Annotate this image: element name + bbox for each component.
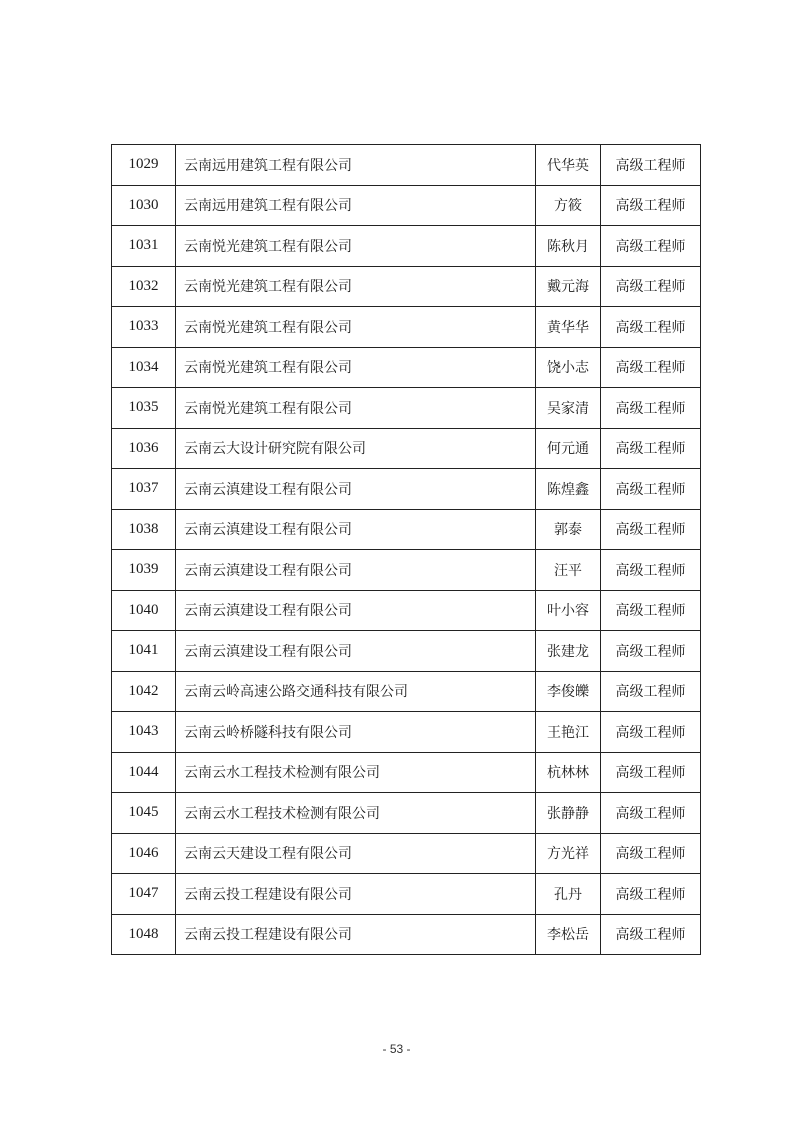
job-title-cell: 高级工程师	[601, 509, 701, 550]
company-cell: 云南悦光建筑工程有限公司	[176, 226, 536, 267]
job-title-cell: 高级工程师	[601, 631, 701, 672]
job-title-cell: 高级工程师	[601, 752, 701, 793]
page-number: - 53 -	[382, 1042, 411, 1056]
row-number-cell: 1045	[112, 793, 176, 834]
company-cell: 云南云大设计研究院有限公司	[176, 428, 536, 469]
row-number-cell: 1031	[112, 226, 176, 267]
table-row	[112, 509, 701, 550]
company-cell: 云南远用建筑工程有限公司	[176, 145, 536, 186]
person-name-cell: 陈秋月	[536, 226, 601, 267]
table-row	[112, 388, 701, 429]
company-cell: 云南云水工程技术检测有限公司	[176, 793, 536, 834]
table-row	[112, 266, 701, 307]
row-number-cell: 1034	[112, 347, 176, 388]
table-row	[112, 631, 701, 672]
company-cell: 云南云滇建设工程有限公司	[176, 590, 536, 631]
table-row	[112, 712, 701, 753]
job-title-cell: 高级工程师	[601, 388, 701, 429]
row-number-cell: 1032	[112, 266, 176, 307]
company-cell: 云南远用建筑工程有限公司	[176, 185, 536, 226]
person-name-cell: 戴元海	[536, 266, 601, 307]
person-name-cell: 何元通	[536, 428, 601, 469]
row-number-cell: 1037	[112, 469, 176, 510]
table-row	[112, 145, 701, 186]
company-cell: 云南悦光建筑工程有限公司	[176, 388, 536, 429]
table-row	[112, 307, 701, 348]
company-cell: 云南悦光建筑工程有限公司	[176, 266, 536, 307]
company-cell: 云南云岭桥隧科技有限公司	[176, 712, 536, 753]
row-number-cell: 1047	[112, 874, 176, 915]
person-name-cell: 吴家清	[536, 388, 601, 429]
job-title-cell: 高级工程师	[601, 307, 701, 348]
row-number-cell: 1042	[112, 671, 176, 712]
person-name-cell: 王艳江	[536, 712, 601, 753]
person-name-cell: 黄华华	[536, 307, 601, 348]
row-number-cell: 1044	[112, 752, 176, 793]
person-name-cell: 方光祥	[536, 833, 601, 874]
job-title-cell: 高级工程师	[601, 226, 701, 267]
company-cell: 云南悦光建筑工程有限公司	[176, 307, 536, 348]
job-title-cell: 高级工程师	[601, 550, 701, 591]
table-row	[112, 347, 701, 388]
company-cell: 云南云滇建设工程有限公司	[176, 550, 536, 591]
job-title-cell: 高级工程师	[601, 914, 701, 955]
company-cell: 云南云水工程技术检测有限公司	[176, 752, 536, 793]
row-number-cell: 1039	[112, 550, 176, 591]
person-name-cell: 郭泰	[536, 509, 601, 550]
table-row	[112, 226, 701, 267]
person-name-cell: 汪平	[536, 550, 601, 591]
table-row	[112, 752, 701, 793]
job-title-cell: 高级工程师	[601, 428, 701, 469]
person-name-cell: 张静静	[536, 793, 601, 834]
person-name-cell: 陈煌鑫	[536, 469, 601, 510]
table-row	[112, 185, 701, 226]
row-number-cell: 1046	[112, 833, 176, 874]
company-cell: 云南云投工程建设有限公司	[176, 874, 536, 915]
person-name-cell: 叶小容	[536, 590, 601, 631]
person-name-cell: 李俊皪	[536, 671, 601, 712]
row-number-cell: 1035	[112, 388, 176, 429]
person-name-cell: 饶小志	[536, 347, 601, 388]
job-title-cell: 高级工程师	[601, 874, 701, 915]
person-name-cell: 张建龙	[536, 631, 601, 672]
company-cell: 云南云滇建设工程有限公司	[176, 469, 536, 510]
row-number-cell: 1029	[112, 145, 176, 186]
row-number-cell: 1030	[112, 185, 176, 226]
row-number-cell: 1048	[112, 914, 176, 955]
table-row	[112, 793, 701, 834]
row-number-cell: 1038	[112, 509, 176, 550]
job-title-cell: 高级工程师	[601, 469, 701, 510]
person-name-cell: 李松岳	[536, 914, 601, 955]
table-row	[112, 833, 701, 874]
company-cell: 云南悦光建筑工程有限公司	[176, 347, 536, 388]
table-row	[112, 914, 701, 955]
table-row	[112, 590, 701, 631]
row-number-cell: 1036	[112, 428, 176, 469]
row-number-cell: 1043	[112, 712, 176, 753]
job-title-cell: 高级工程师	[601, 833, 701, 874]
person-name-cell: 方筱	[536, 185, 601, 226]
person-name-cell: 孔丹	[536, 874, 601, 915]
job-title-cell: 高级工程师	[601, 590, 701, 631]
company-cell: 云南云投工程建设有限公司	[176, 914, 536, 955]
company-cell: 云南云天建设工程有限公司	[176, 833, 536, 874]
row-number-cell: 1041	[112, 631, 176, 672]
table-row	[112, 428, 701, 469]
job-title-cell: 高级工程师	[601, 266, 701, 307]
personnel-table-container	[111, 144, 690, 955]
company-cell: 云南云滇建设工程有限公司	[176, 631, 536, 672]
company-cell: 云南云滇建设工程有限公司	[176, 509, 536, 550]
person-name-cell: 代华英	[536, 145, 601, 186]
job-title-cell: 高级工程师	[601, 185, 701, 226]
table-row	[112, 874, 701, 915]
person-name-cell: 杭林林	[536, 752, 601, 793]
row-number-cell: 1033	[112, 307, 176, 348]
job-title-cell: 高级工程师	[601, 793, 701, 834]
personnel-table-body	[112, 145, 701, 955]
personnel-table	[111, 144, 701, 955]
job-title-cell: 高级工程师	[601, 145, 701, 186]
job-title-cell: 高级工程师	[601, 347, 701, 388]
table-row	[112, 469, 701, 510]
row-number-cell: 1040	[112, 590, 176, 631]
table-row	[112, 671, 701, 712]
job-title-cell: 高级工程师	[601, 712, 701, 753]
table-row	[112, 550, 701, 591]
job-title-cell: 高级工程师	[601, 671, 701, 712]
company-cell: 云南云岭高速公路交通科技有限公司	[176, 671, 536, 712]
